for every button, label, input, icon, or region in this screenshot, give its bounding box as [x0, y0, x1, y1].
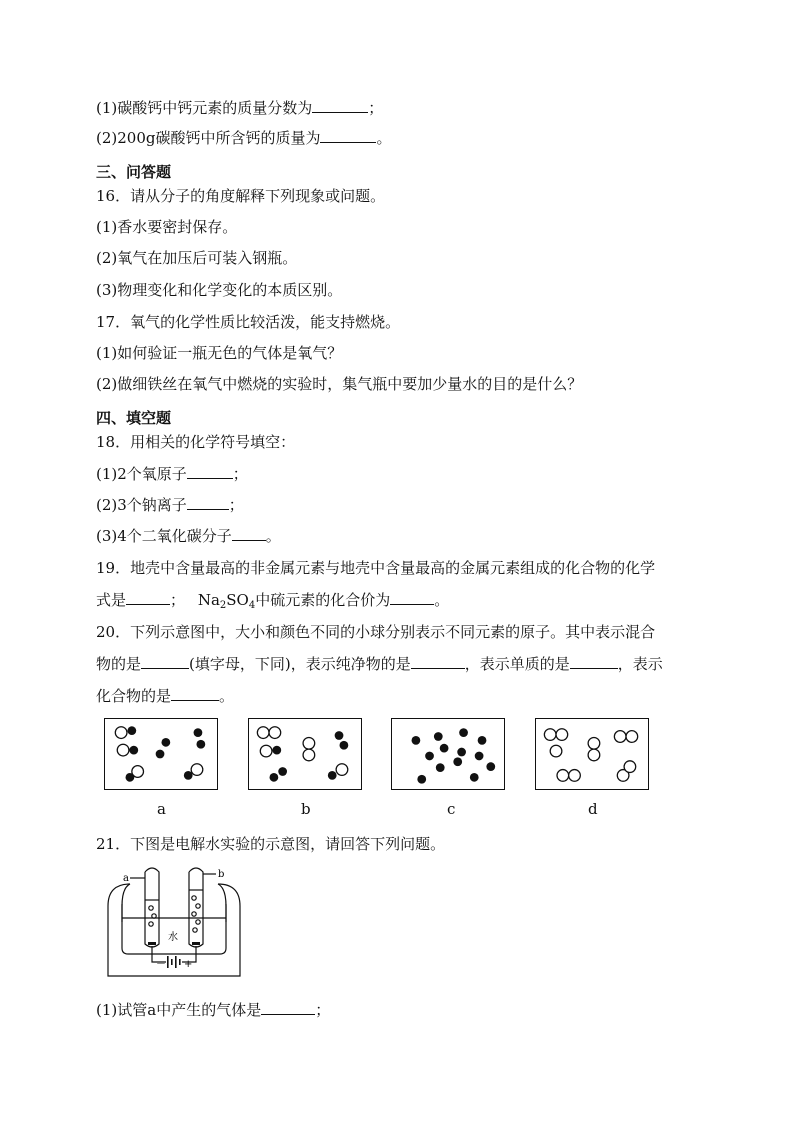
answer-blank[interactable]	[320, 128, 376, 143]
q19-line1: 19．地壳中含量最高的非金属元素与地壳中含量最高的金属元素组成的化合物的化学	[96, 559, 656, 577]
figure-label-c: c	[447, 800, 456, 818]
molecule-diagram-d	[536, 719, 648, 789]
q20-line1: 20．下列示意图中，大小和颜色不同的小球分别表示不同元素的原子。其中表示混合	[96, 623, 656, 641]
q19-line2: 式是 ； $Na_2SO_4$中硫元素的化合价为 。	[96, 591, 450, 611]
molecule-box-c	[391, 718, 505, 790]
q20-line2: 物的是 (填字母，下同)，表示纯净物的是 ，表示单质的是 ，表示	[96, 655, 663, 673]
q16-stem: 16．请从分子的角度解释下列现象或问题。	[96, 187, 386, 205]
section-heading-4: 四、填空题	[96, 409, 172, 427]
answer-blank[interactable]	[232, 526, 266, 541]
q17-part2: (2)做细铁丝在氧气中燃烧的实验时，集气瓶中要加少量水的目的是什么？	[96, 375, 583, 393]
answer-blank[interactable]	[187, 495, 229, 510]
q18-stem: 18．用相关的化学符号填空：	[96, 433, 296, 451]
answer-blank[interactable]	[187, 464, 233, 479]
q18-part2: (2)3个钠离子 ；	[96, 496, 244, 514]
q16-part1: (1)香水要密封保存。	[96, 218, 238, 236]
section-heading-3: 三、问答题	[96, 163, 172, 181]
tube-label-a: a	[123, 873, 129, 884]
q15-part2: (2)200g碳酸钙中所含钙的质量为 。	[96, 129, 392, 147]
answer-blank[interactable]	[141, 654, 189, 669]
q15-part1: (1)碳酸钙中钙元素的质量分数为 ；	[96, 99, 384, 117]
q17-stem: 17．氧气的化学性质比较活泼，能支持燃烧。	[96, 313, 401, 331]
molecule-diagram-a	[105, 719, 217, 789]
answer-blank[interactable]	[261, 1000, 315, 1015]
formula-na2so4: $Na_2SO_4$	[197, 591, 256, 611]
electrolysis-diagram	[104, 862, 244, 978]
answer-blank[interactable]	[411, 654, 465, 669]
answer-blank[interactable]	[390, 590, 434, 605]
answer-blank[interactable]	[312, 98, 368, 113]
figure-label-a: a	[157, 800, 166, 818]
q21-part1: (1)试管a中产生的气体是 ；	[96, 1001, 331, 1019]
q17-part1: (1)如何验证一瓶无色的气体是氧气？	[96, 344, 343, 362]
q21-stem: 21．下图是电解水实验的示意图，请回答下列问题。	[96, 835, 446, 853]
molecule-diagram-c	[392, 719, 504, 789]
water-label: 水	[168, 932, 178, 943]
molecule-box-b	[248, 718, 362, 790]
answer-blank[interactable]	[570, 654, 618, 669]
battery-plus: +	[184, 959, 193, 970]
figure-label-b: b	[301, 800, 311, 818]
answer-blank[interactable]	[171, 686, 219, 701]
q16-part3: (3)物理变化和化学变化的本质区别。	[96, 281, 343, 299]
q16-part2: (2)氧气在加压后可装入钢瓶。	[96, 249, 298, 267]
q18-part3: (3)4个二氧化碳分子 。	[96, 527, 281, 545]
answer-blank[interactable]	[126, 590, 170, 605]
battery-minus: －	[156, 959, 166, 970]
molecule-diagram-b	[249, 719, 361, 789]
molecule-box-a	[104, 718, 218, 790]
figure-label-d: d	[588, 800, 598, 818]
molecule-box-d	[535, 718, 649, 790]
q18-part1: (1)2个氧原子 ；	[96, 465, 248, 483]
q20-line3: 化合物的是 。	[96, 687, 235, 705]
tube-label-b: b	[218, 869, 225, 880]
